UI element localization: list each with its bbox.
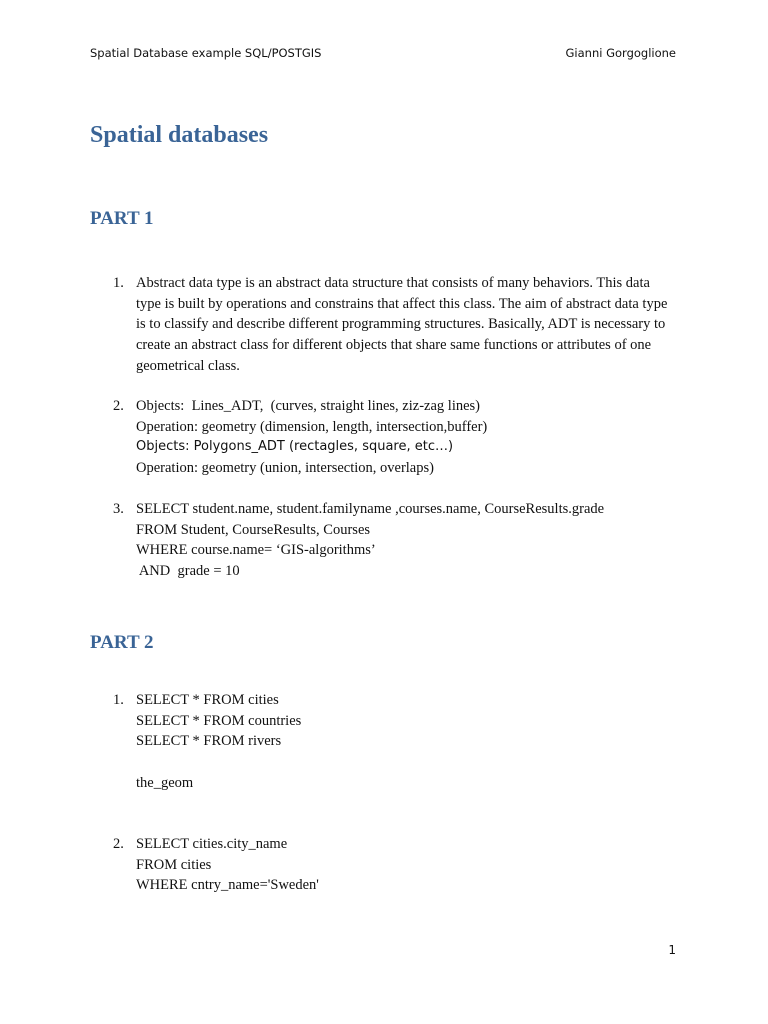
- text-line: Operation: geometry (union, intersection, overlaps): [136, 460, 434, 477]
- part1-heading: PART 1: [90, 208, 154, 229]
- list-number: 2.: [113, 836, 124, 852]
- code-line: SELECT cities.city_name: [136, 836, 288, 852]
- page-title: Spatial databases: [90, 122, 269, 148]
- geometry-column-name: the_geom: [136, 774, 194, 791]
- header-author: Gianni Gorgoglione: [565, 46, 676, 60]
- text-line: Operation: geometry (dimension, length, intersection,buffer): [136, 418, 488, 435]
- code-line: SELECT student.name, student.familyname ,courses.name, CourseResults.grade: [136, 501, 605, 517]
- list-number: 1.: [113, 692, 124, 708]
- code-line: WHERE cntry_name='Sweden': [136, 877, 319, 894]
- header-document-title: Spatial Database example SQL/POSTGIS: [90, 46, 322, 60]
- part2-heading: PART 2: [90, 632, 154, 653]
- list-number: 1.: [113, 275, 124, 291]
- list-number: 2.: [113, 398, 124, 414]
- adt-paragraph: Abstract data type is an abstract data structure that consists of many behaviors. This data type is built by operations and constrains that affect this class. The aim of abstract data type is to classify and describe different programming structures. Basically, ADT is necessary to create an abstract class for different objects that share same functions or attributes of one geometrical class.: [136, 275, 668, 374]
- code-line: SELECT * FROM cities: [136, 692, 279, 708]
- list-number: 3.: [113, 501, 124, 517]
- text-line: Objects: Polygons_ADT (rectagles, square, etc…): [136, 439, 454, 455]
- code-line: FROM Student, CourseResults, Courses: [136, 521, 371, 538]
- code-line: FROM cities: [136, 856, 212, 873]
- code-line: SELECT * FROM rivers: [136, 733, 282, 750]
- code-line: AND grade = 10: [136, 563, 240, 580]
- code-line: WHERE course.name= ‘GIS-algorithms’: [136, 542, 376, 559]
- page-number: 1: [668, 943, 676, 957]
- code-line: SELECT * FROM countries: [136, 712, 302, 729]
- text-line: Objects: Lines_ADT, (curves, straight lines, ziz-zag lines): [136, 398, 480, 414]
